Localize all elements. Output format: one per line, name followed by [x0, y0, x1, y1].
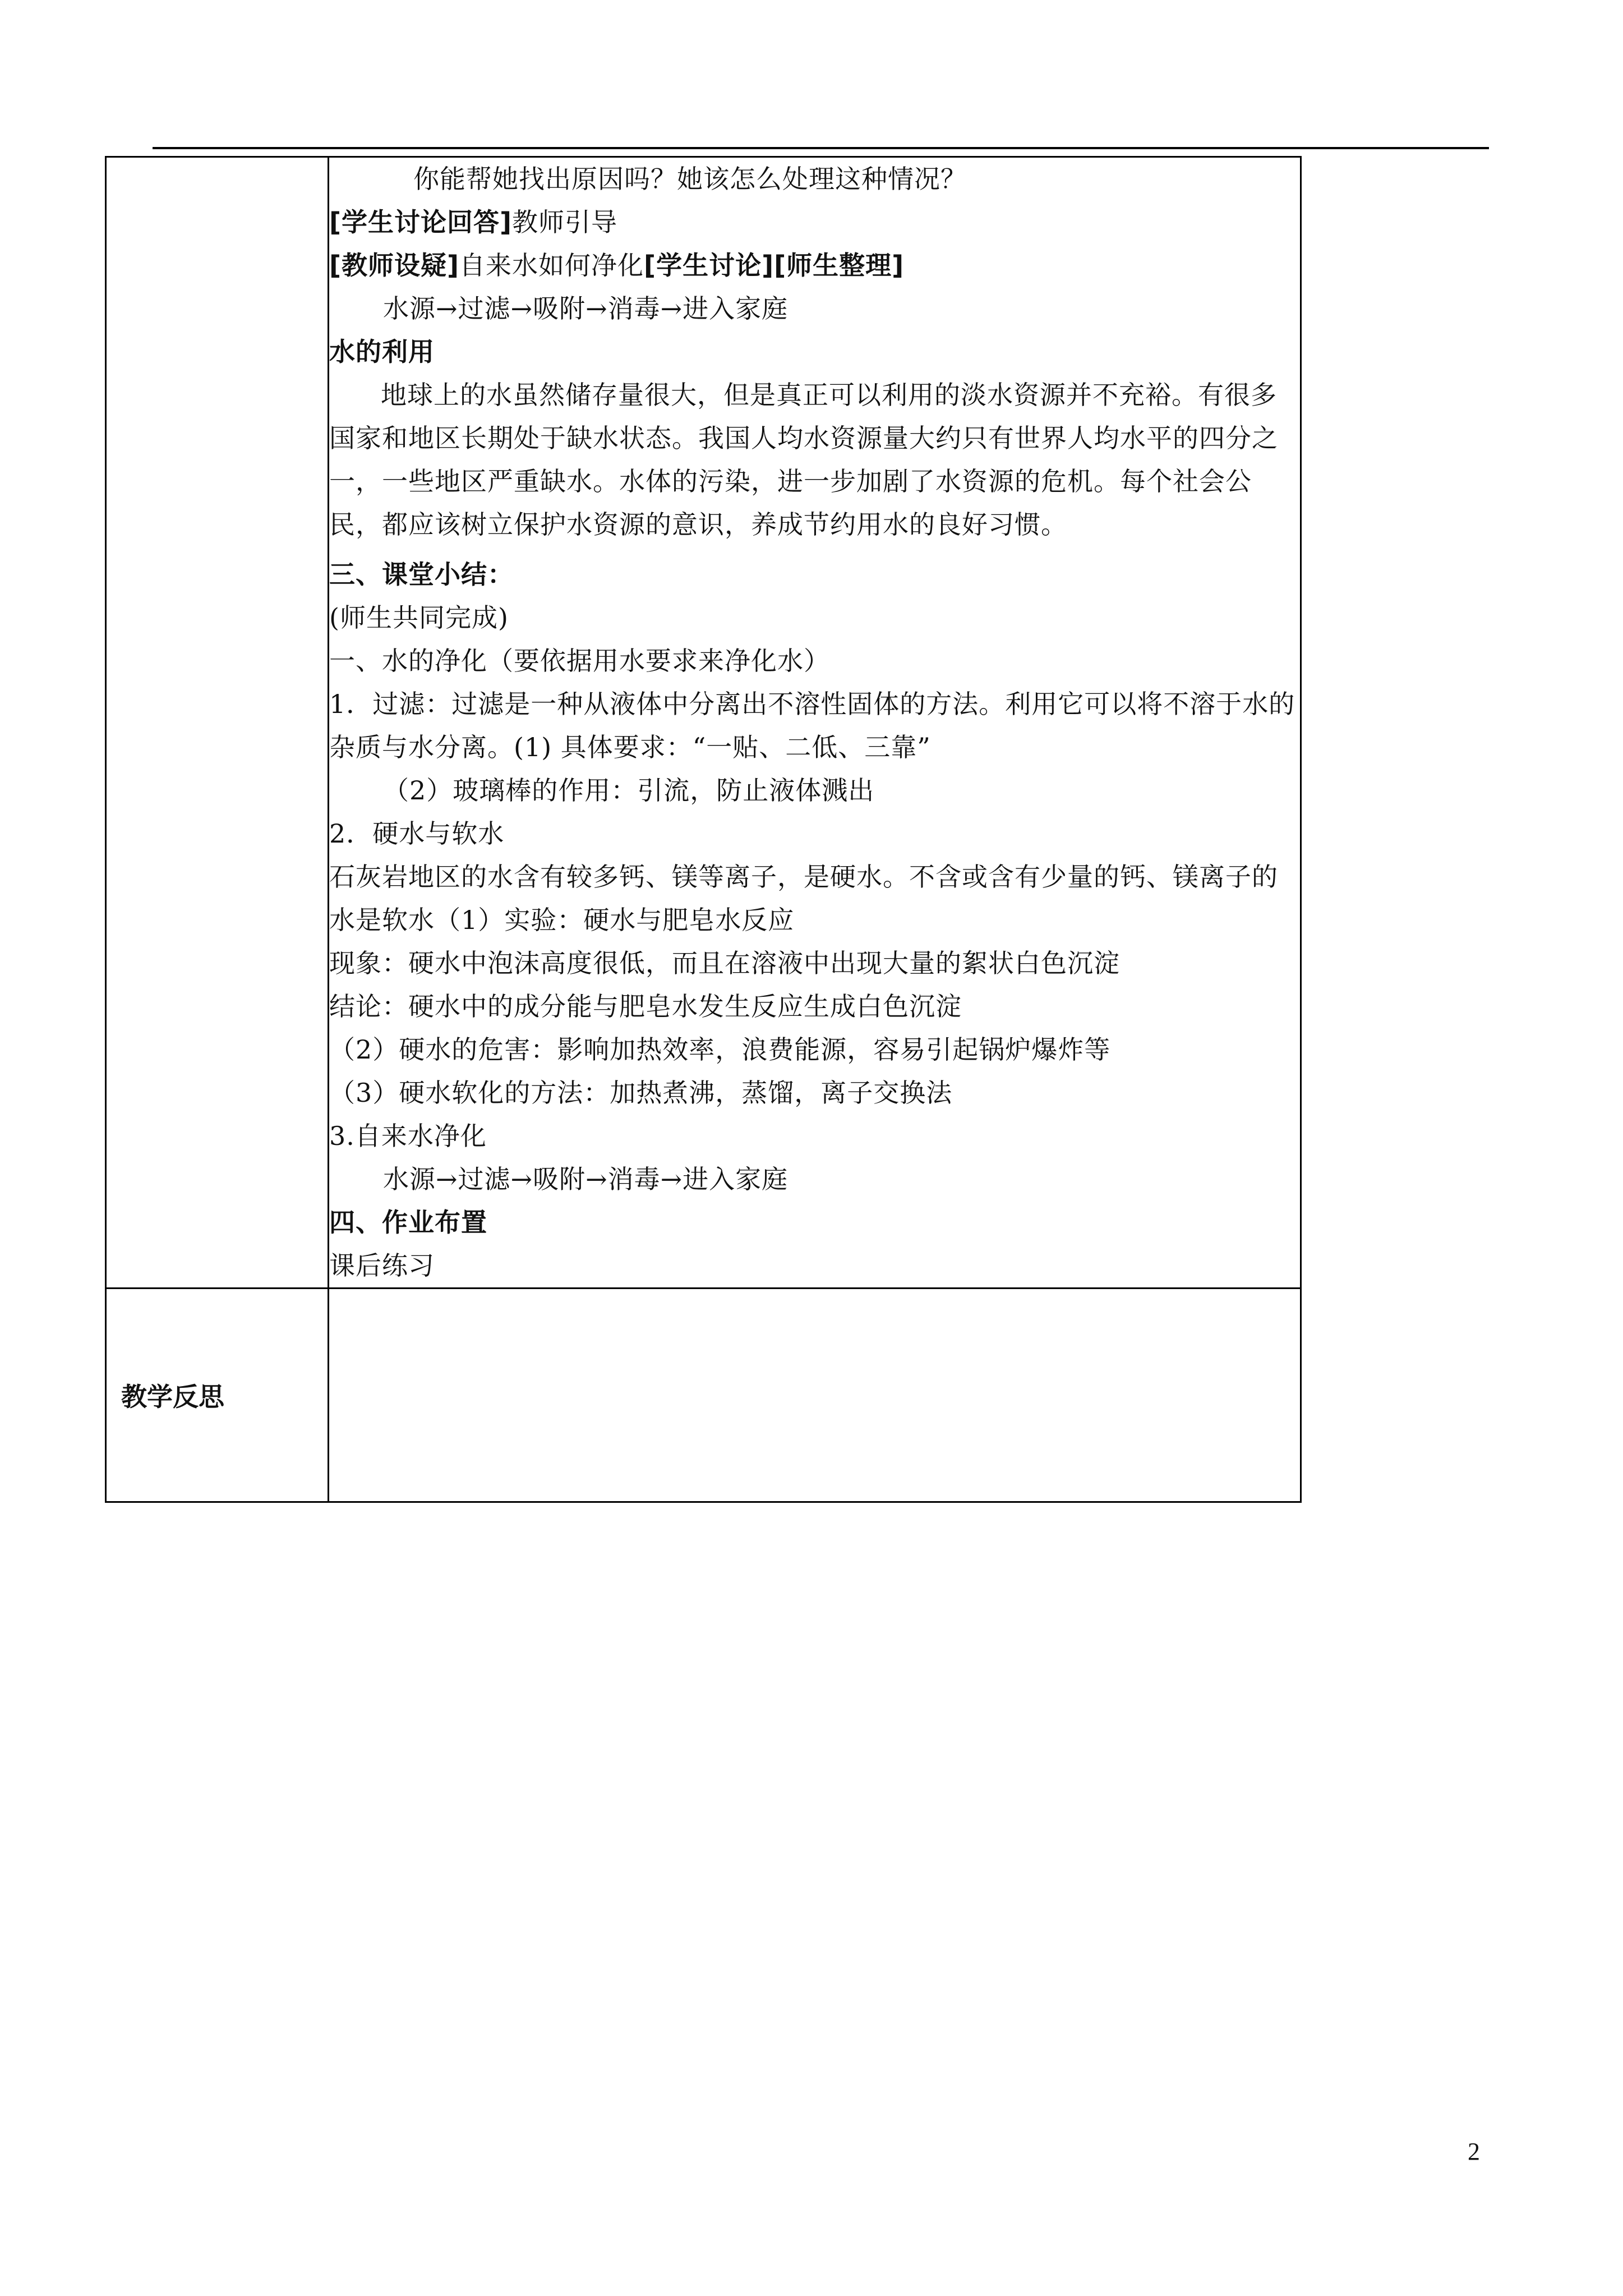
reflection-label: 教学反思 [106, 1289, 329, 1502]
left-empty-cell [106, 157, 329, 1289]
question-line: 你能帮她找出原因吗？她该怎么处理这种情况？ [413, 164, 967, 194]
tap-water-flow-line: 水源→过滤→吸附→消毒→进入家庭 [383, 1164, 789, 1194]
lesson-plan-table [105, 156, 1302, 1503]
filtration-text: 1．过滤：过滤是一种从液体中分离出不溶性固体的方法。利用它可以将不溶于水的杂质与水分离。(1) 具体要求：“一贴、二低、三靠” [329, 689, 1295, 762]
hard-water-hazard-text: （2）硬水的危害：影响加热效率，浪费能源，容易引起锅炉爆炸等 [329, 1034, 1111, 1065]
teacher-guide-text: 教师引导 [512, 207, 618, 237]
discussion-line-2 [329, 244, 1300, 287]
purification-question-text: 自来水如何净化 [459, 250, 644, 280]
student-discussion-tag: [学生讨论回答] [329, 207, 513, 237]
teacher-student-organize-tag: [师生整理] [774, 250, 905, 280]
water-use-heading: 水的利用 [329, 337, 435, 367]
summary-heading: 三、课堂小结： [329, 559, 514, 590]
tap-water-title: 3.自来水净化 [329, 1121, 487, 1151]
discussion-line-1 [329, 201, 1300, 244]
reflection-row [106, 1289, 1301, 1502]
reflection-content-cell [329, 1289, 1301, 1502]
student-discuss-tag: [学生讨论] [644, 250, 774, 280]
water-flow-line: 水源→过滤→吸附→消毒→进入家庭 [383, 293, 789, 324]
page-number: 2 [1468, 2138, 1480, 2165]
phenomenon-text: 现象：硬水中泡沫高度很低，而且在溶液中出现大量的絮状白色沉淀 [329, 948, 1120, 978]
conclusion-text: 结论：硬水中的成分能与肥皂水发生反应生成白色沉淀 [329, 991, 962, 1022]
homework-heading: 四、作业布置 [329, 1207, 487, 1237]
content-row [106, 157, 1301, 1289]
hard-water-definition: 石灰岩地区的水含有较多钙、镁等离子，是硬水。不含或含有少量的钙、镁离子的水是软水（1）实验：硬水与肥皂水反应 [329, 862, 1278, 935]
homework-text: 课后练习 [329, 1250, 435, 1281]
purification-section-title: 一、水的净化（要依据用水要求来净化水） [329, 646, 830, 676]
glass-rod-text: （2）玻璃棒的作用：引流，防止液体溅出 [383, 775, 875, 806]
teacher-question-tag: [教师设疑] [329, 250, 460, 280]
water-use-paragraph: 地球上的水虽然储存量很大，但是真正可以利用的淡水资源并不充裕。有很多国家和地区长期处于缺水状态。我国人均水资源量大约只有世界人均水平的四分之一，一些地区严重缺水。水体的污染，进一步加剧了水资源的危机。每个社会公民，都应该树立保护水资源的意识，养成节约用水的良好习惯。 [329, 380, 1278, 540]
summary-note: (师生共同完成) [329, 602, 509, 633]
hard-soft-water-title: 2．硬水与软水 [329, 818, 505, 849]
header-rule [153, 147, 1489, 149]
lesson-content-cell [329, 157, 1301, 1289]
softening-method-text: （3）硬水软化的方法：加热煮沸，蒸馏，离子交换法 [329, 1078, 953, 1108]
